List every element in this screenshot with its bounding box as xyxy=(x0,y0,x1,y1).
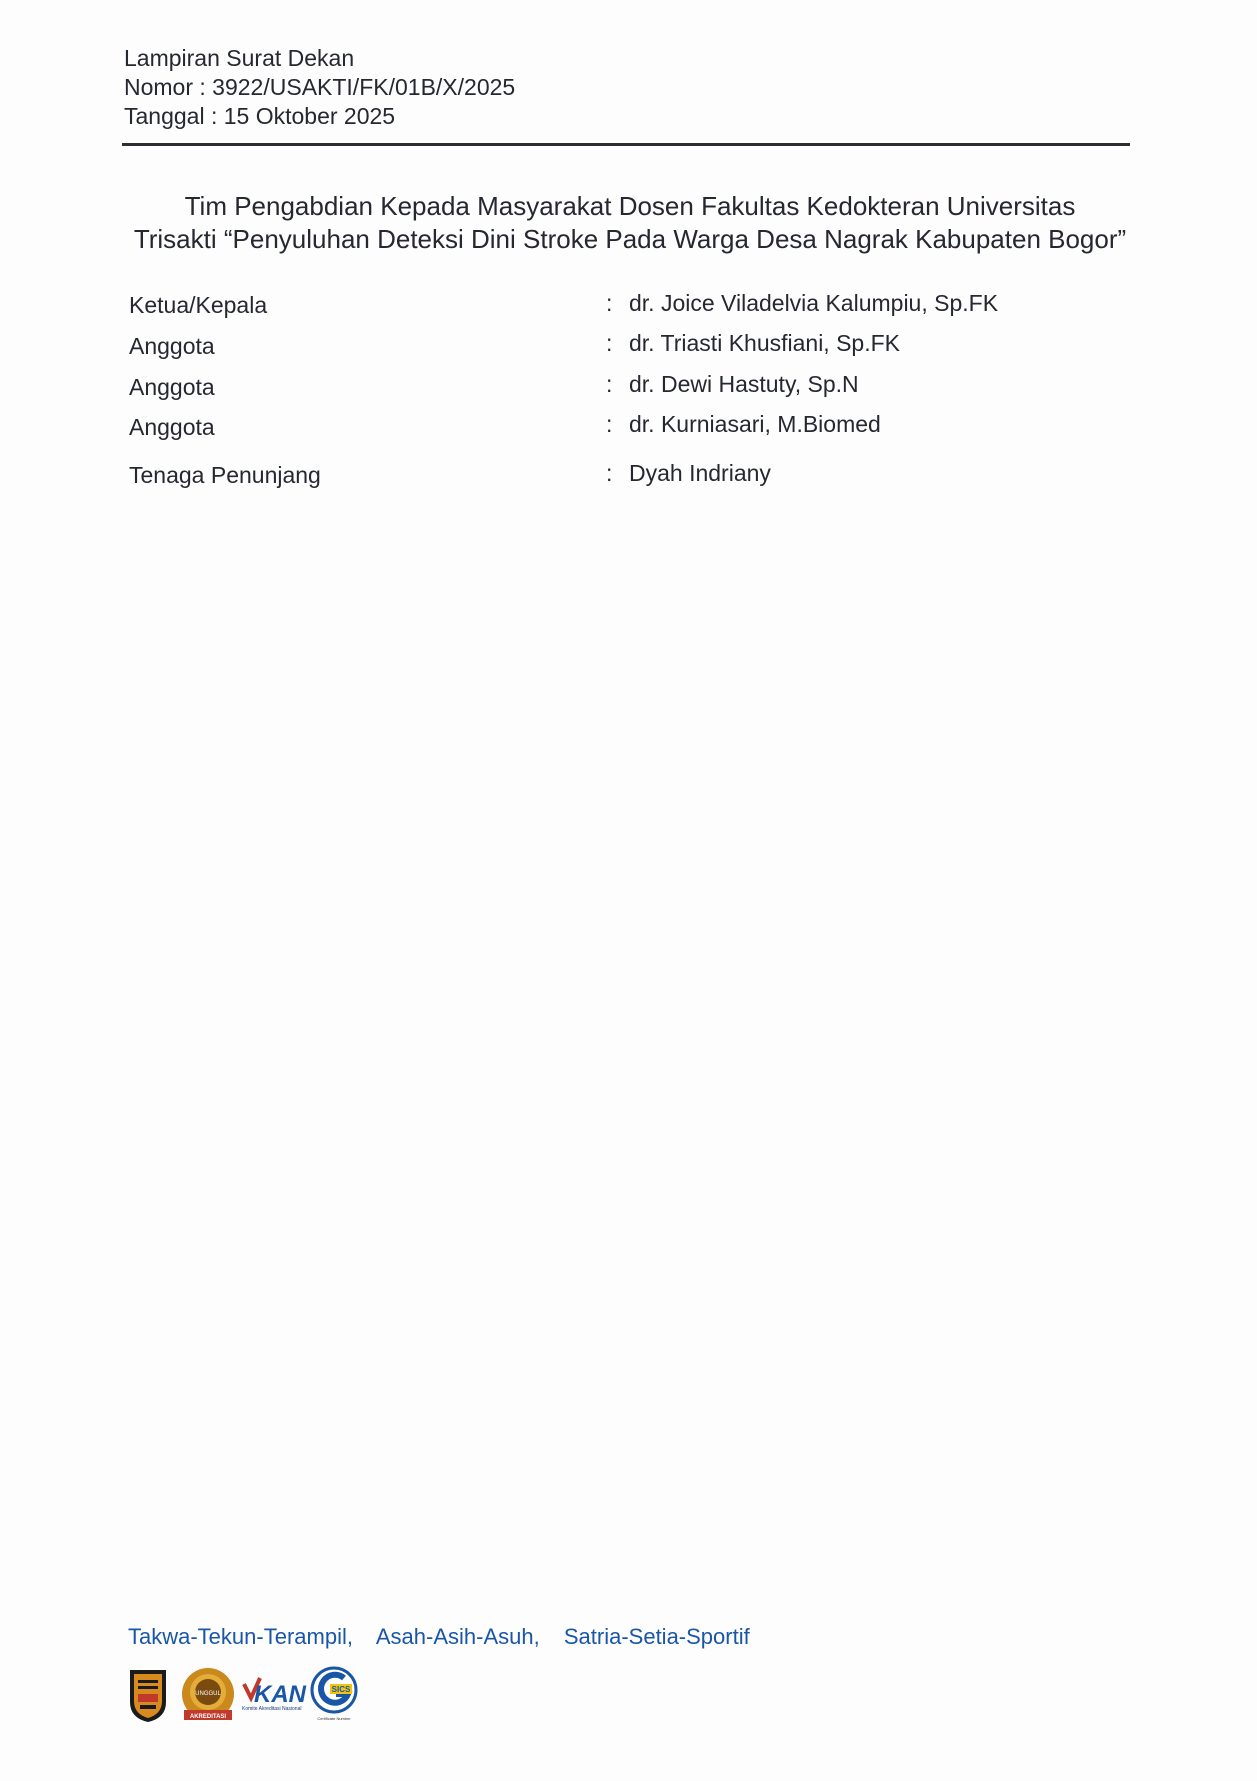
member-name: Dyah Indriany xyxy=(629,460,771,486)
member-name: dr. Dewi Hastuty, Sp.N xyxy=(629,371,859,397)
svg-text:KAN: KAN xyxy=(254,1681,306,1708)
svg-text:AKREDITASI: AKREDITASI xyxy=(189,1714,227,1720)
member-role: Anggota xyxy=(129,374,215,400)
svg-text:Certificate Number: Certificate Number xyxy=(317,1716,351,1721)
kan-logo xyxy=(242,1678,307,1712)
title-line-2: Trisakti “Penyuluhan Deteksi Dini Stroke Pada Warga Desa Nagrak Kabupaten Bogor” xyxy=(133,224,1127,254)
university-shield-logo xyxy=(130,1670,166,1722)
member-colon: : xyxy=(606,411,613,437)
sics-logo xyxy=(312,1668,356,1721)
svg-text:UNGGUL: UNGGUL xyxy=(195,1691,221,1697)
letter-number: Nomor : 3922/USAKTI/FK/01B/X/2025 xyxy=(124,74,516,100)
unggul-accreditation-seal xyxy=(182,1668,234,1720)
logo-strip xyxy=(126,1664,426,1724)
attachment-label: Lampiran Surat Dekan xyxy=(124,45,355,71)
accreditation-logos xyxy=(126,1664,426,1724)
member-colon: : xyxy=(606,371,613,397)
member-name: dr. Triasti Khusfiani, Sp.FK xyxy=(629,330,901,356)
svg-text:Komite Akreditasi Nasional: Komite Akreditasi Nasional xyxy=(242,1706,302,1712)
motto-part-2: Asah-Asih-Asuh, xyxy=(375,1624,540,1649)
member-colon: : xyxy=(606,330,613,356)
svg-text:SICS: SICS xyxy=(331,1685,351,1694)
university-motto xyxy=(128,1624,768,1650)
member-name: dr. Joice Viladelvia Kalumpiu, Sp.FK xyxy=(629,290,999,316)
letter-reference xyxy=(124,44,515,131)
member-role: Anggota xyxy=(129,333,215,359)
title-line-1: Tim Pengabdian Kepada Masyarakat Dosen Fakultas Kedokteran Universitas xyxy=(184,191,1076,221)
member-role: Anggota xyxy=(129,414,215,440)
document-title xyxy=(100,190,1160,256)
member-role: Tenaga Penunjang xyxy=(129,462,321,488)
member-name: dr. Kurniasari, M.Biomed xyxy=(629,411,881,437)
header-divider xyxy=(122,143,1130,146)
motto-part-1: Takwa-Tekun-Terampil, xyxy=(128,1624,353,1649)
member-colon: : xyxy=(606,460,613,486)
motto-part-3: Satria-Setia-Sportif xyxy=(563,1624,750,1649)
member-colon: : xyxy=(606,290,613,316)
member-role: Ketua/Kepala xyxy=(129,292,268,318)
letter-date: Tanggal : 15 Oktober 2025 xyxy=(124,103,396,129)
